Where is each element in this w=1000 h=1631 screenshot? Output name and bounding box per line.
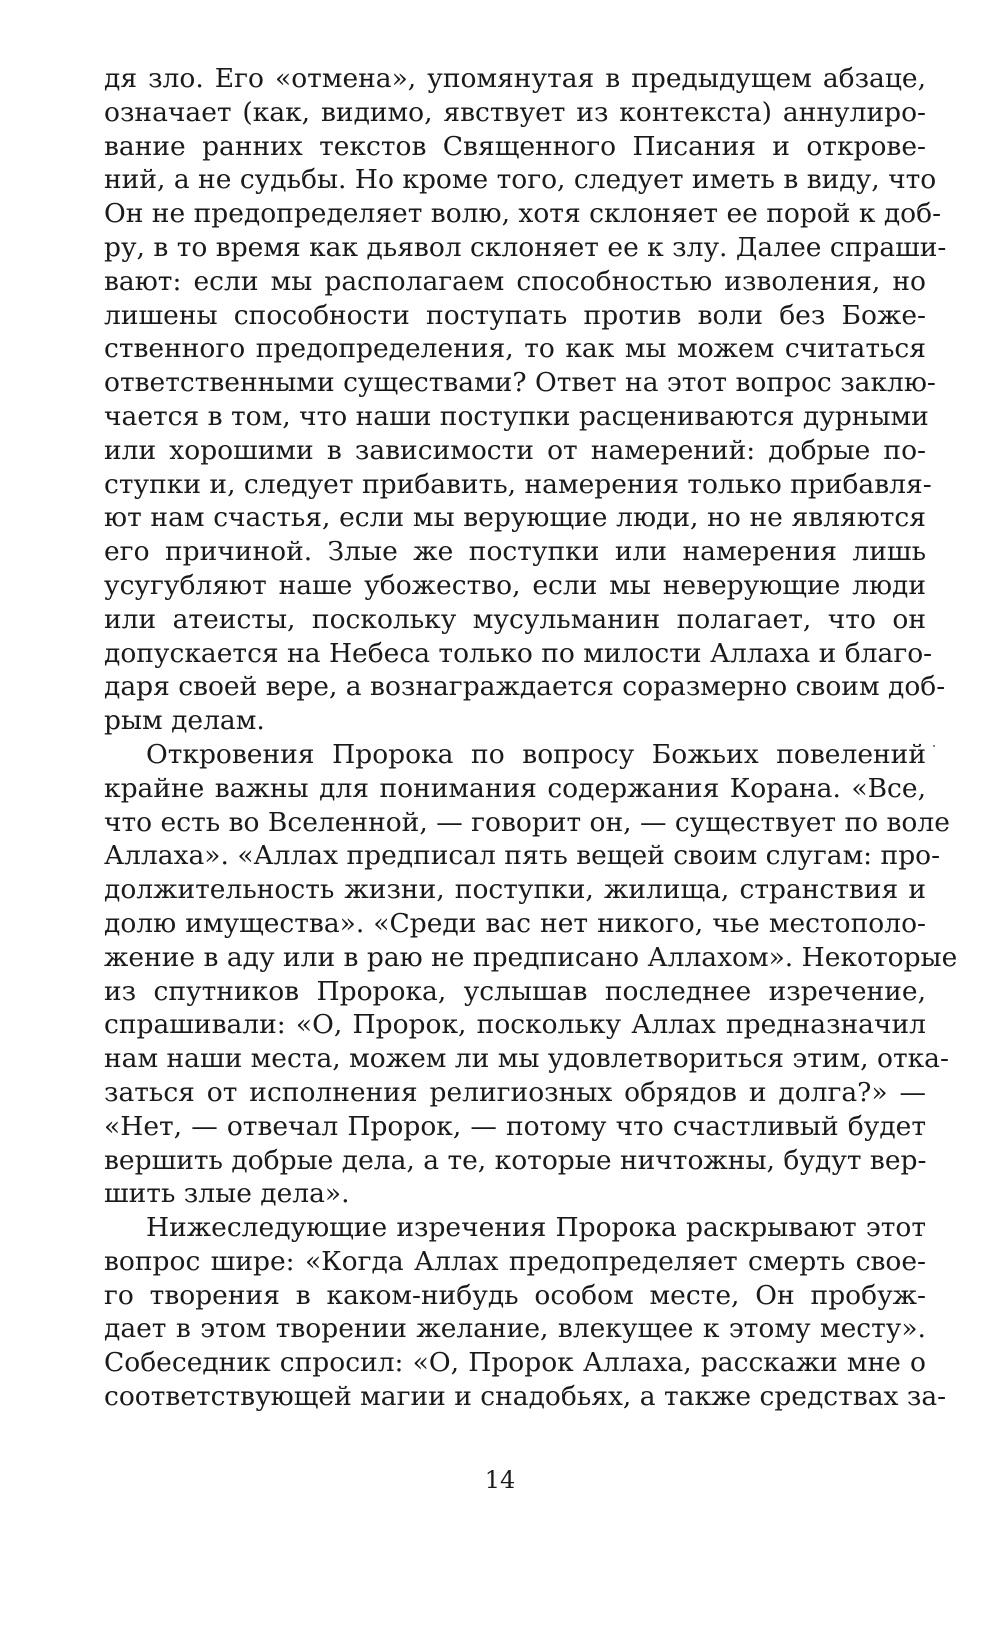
- text-line: долю имущества». «Среди вас нет никого, чье местополо-: [104, 907, 926, 939]
- text-line: дает в этом творении желание, влекущее к этому месту».: [104, 1313, 926, 1345]
- text-line: его причиной. Злые же поступки или намерения лишь: [104, 536, 926, 568]
- text-line: дя зло. Его «отмена», упомянутая в предыдущем абзаце,: [104, 63, 926, 94]
- paragraph-end-line: шить злые дела».: [104, 1178, 350, 1210]
- text-line: усугубляют наше убожество, если мы неверующие люди: [104, 569, 926, 601]
- text-line: означает (как, видимо, явствует из контекста) аннулиро-: [104, 96, 926, 128]
- text-line: жение в аду или в раю не предписано Аллахом». Некоторые: [104, 941, 958, 973]
- text-line: ру, в то время как дьявол склоняет ее к злу. Далее спраши-: [104, 231, 947, 263]
- text-line: «Нет, — отвечал Пророк, — потому что счастливый будет: [104, 1110, 926, 1142]
- text-line: вершить добрые дела, а те, которые ничтожны, будут вер-: [104, 1144, 927, 1176]
- text-line: вание ранних текстов Священного Писания и открове-: [104, 130, 926, 162]
- text-line: Он не предопределяет волю, хотя склоняет ее порой к доб-: [104, 198, 942, 230]
- margin-speck: [933, 745, 935, 747]
- paragraph-start-line: Откровения Пророка по вопросу Божьих повелений: [146, 738, 926, 770]
- text-line: го творения в каком-нибудь особом месте, Он пробуж-: [104, 1279, 926, 1311]
- text-line: Аллаха». «Аллах предписал пять вещей своим слугам: про-: [104, 840, 941, 872]
- text-line: спрашивали: «О, Пророк, поскольку Аллах предназначил: [104, 1009, 926, 1041]
- page-number: 14: [484, 1466, 516, 1494]
- text-line: ют нам счастья, если мы верующие люди, но не являются: [104, 502, 926, 534]
- text-line: ственного предопределения, то как мы можем считаться: [104, 333, 926, 365]
- text-line: что есть во Вселенной, — говорит он, — существует по воле: [104, 806, 950, 838]
- paragraph-end-line: рым делам.: [104, 705, 265, 737]
- text-line: из спутников Пророка, услышав последнее изречение,: [104, 975, 926, 1007]
- body-text: [104, 62, 958, 1414]
- text-line: крайне важны для понимания содержания Корана. «Все,: [104, 772, 926, 804]
- text-line: заться от исполнения религиозных обрядов и долга?» —: [104, 1076, 926, 1108]
- text-line: соответствующей магии и снадобьях, а также средствах за-: [104, 1381, 947, 1413]
- text-line: вают: если мы располагаем способностью изволения, но: [104, 265, 926, 297]
- paragraph-start-line: Нижеследующие изречения Пророка раскрывают этот: [146, 1212, 926, 1244]
- text-line: нам наши места, можем ли мы удовлетвориться этим, отка-: [104, 1043, 949, 1075]
- text-line: ответственными существами? Ответ на этот вопрос заклю-: [104, 367, 936, 399]
- text-line: вопрос шире: «Когда Аллах предопределяет смерть свое-: [104, 1245, 926, 1277]
- text-line: ступки и, следует прибавить, намерения только прибавля-: [104, 468, 932, 500]
- text-line: чается в том, что наши поступки расцениваются дурными: [104, 400, 929, 432]
- text-line: лишены способности поступать против воли без Боже-: [104, 299, 926, 331]
- text-line: даря своей вере, а вознаграждается соразмерно своим доб-: [104, 671, 946, 703]
- text-line: должительность жизни, поступки, жилища, странствия и: [104, 874, 926, 906]
- text-line: Собеседник спросил: «О, Пророк Аллаха, расскажи мне о: [104, 1347, 926, 1379]
- text-line: или хорошими в зависимости от намерений: добрые по-: [104, 434, 926, 466]
- text-line: или атеисты, поскольку мусульманин полагает, что он: [104, 603, 926, 635]
- text-line: ний, а не судьбы. Но кроме того, следует иметь в виду, что: [104, 164, 937, 196]
- text-line: допускается на Небеса только по милости Аллаха и благо-: [104, 637, 933, 669]
